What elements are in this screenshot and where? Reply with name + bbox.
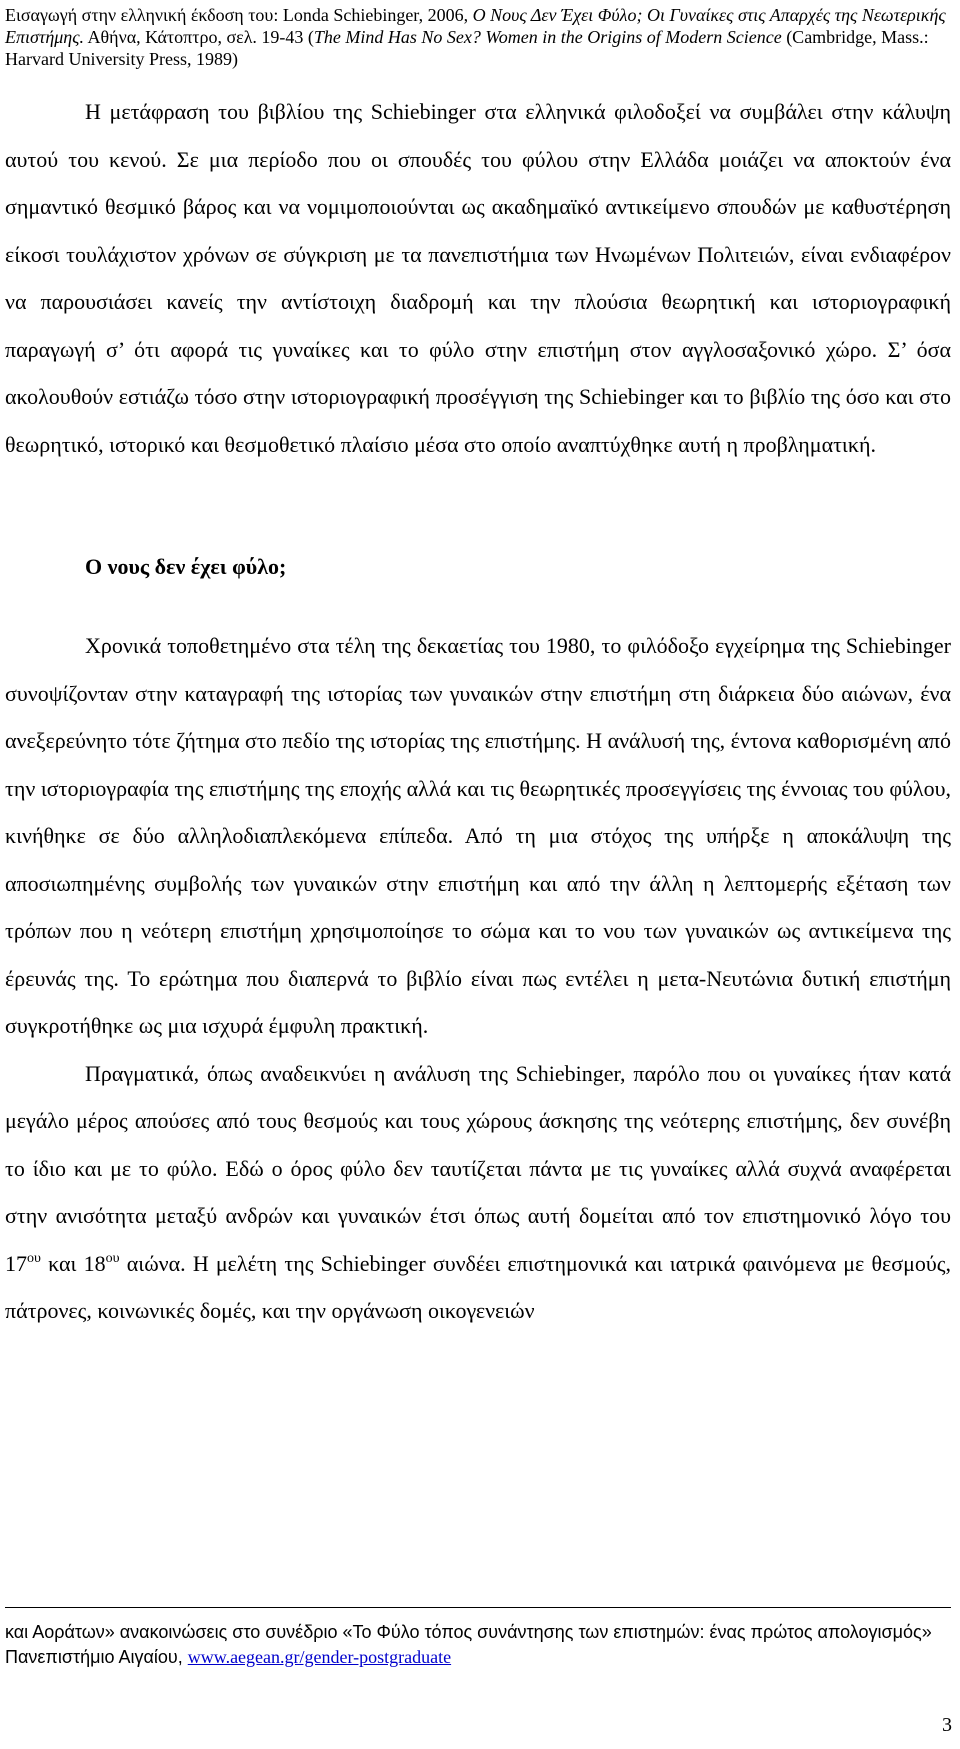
footnote [5, 1620, 951, 1670]
citation-part-5: (Cambridge, Mass.: Harvard University Press, 1989) [5, 27, 929, 69]
footnote-link[interactable]: www.aegean.gr/gender-postgraduate [187, 1647, 452, 1667]
paragraph-3-part-c: αιώνα. Η μελέτη της Schiebinger συνδέει επιστημονικά και ιατρικά φαινόμενα με θεσμούς, πάτρονες, κοινωνικές δομές, και την οργάνωση οικογενειών [5, 1250, 952, 1323]
paragraph-3-part-b: και 18 [40, 1250, 106, 1276]
paragraph-2: Χρονικά τοποθετημένο στα τέλη της δεκαετίας του 1980, το φιλόδοξο εγχείρημα της Schiebinger συνοψίζονταν στην καταγραφή της ιστορίας των γυναικών στην επιστήμη στη διάρκεια δύο αιώνων, ένα ανεξερεύνητο τότε ζήτημα στο πεδίο της ιστορίας της επιστήμης. Η ανάλυσή της, έντονα καθορισμένη από την ιστοριογραφία της επιστήμης της εποχής αλλά και τις θεωρητικές προσεγγίσεις της έννοιας του φύλου, κινήθηκε σε δύο αλληλοδιαπλεκόμενα επίπεδα. Από τη μια στόχος της υπήρξε η αποκάλυψη της αποσιωπημένης συμβολής των γυναικών στην επιστήμη και από την άλλη η λεπτομερής εξέταση των τρόπων που η νεότερη επιστήμη χρησιμοποίησε το σώμα και το νου των γυναικών ως αντικείμενα της έρευνάς της. Το ερώτημα που διαπερνά το βιβλίο είναι πως εντέλει η μετα-Νευτώνια δυτική επιστήμη συγκροτήθηκε ως μια ισχυρά έμφυλη πρακτική. [5, 633, 951, 1038]
paragraph-1: Η μετάφραση του βιβλίου της Schiebinger στα ελληνικά φιλοδοξεί να συμβάλει στην κάλυψη αυτού του κενού. Σε μια περίοδο που οι σπουδές του φύλου στην Ελλάδα μοιάζει να αποκτούν ένα σημαντικό θεσμικό βάρος και να νομιμοποιούνται ως ακαδημαϊκό αντικείμενο σπουδών με καθυστέρηση είκοσι τουλάχιστον χρόνων σε σύγκριση με τα πανεπιστήμια των Ηνωμένων Πολιτειών, είναι ενδιαφέρον να παρουσιάσει κανείς την αντίστοιχη διαδρομή και την πλούσια θεωρητική και ιστοριογραφική παραγωγή σ’ ότι αφορά τις γυναίκες και το φύλο στην επιστήμη στον αγγλοσαξονικό χώρο. Σ’ όσα ακολουθούν εστιάζω τόσο στην ιστοριογραφική προσέγγιση της Schiebinger και το βιβλίο της όσο και στο θεωρητικό, ιστορικό και θεσμοθετικό πλαίσιο μέσα στο οποίο αναπτύχθηκε αυτή η προβληματική. [5, 99, 951, 457]
paragraph-3 [5, 1050, 951, 1335]
section-heading: Ο νους δεν έχει φύλο; [85, 554, 287, 579]
body-text [5, 88, 951, 1335]
citation-part-3: Αθήνα, Κάτοπτρο, σελ. 19-43 ( [84, 27, 314, 47]
page-number: 3 [942, 1714, 952, 1736]
citation-part-1: Εισαγωγή στην ελληνική έκδοση του: Londa Schiebinger, 2006, [5, 5, 473, 25]
paragraph-3-part-a: Πραγματικά, όπως αναδεικνύει η ανάλυση της Schiebinger, παρόλο που οι γυναίκες ήταν κατά μεγάλο μέρος απούσες από τους θεσμούς και τους χώρους άσκησης της νεότερης επιστήμης, δεν συνέβη το ίδιο και με το φύλο. Εδώ ο όρος φύλο δεν ταυτίζεται πάντα με τις γυναίκες αλλά συχνά αναφέρεται στην ανισότητα μεταξύ ανδρών και γυναικών έτσι όπως αυτή δομείται από τον επιστημονικό λόγο του 17 [5, 1060, 951, 1276]
superscript-ordinal-1: ου [27, 1250, 41, 1266]
superscript-ordinal-2: ου [105, 1250, 120, 1266]
footnote-divider [5, 1607, 951, 1608]
citation-header [5, 4, 955, 70]
footnote-text: και Αοράτων» ανακοινώσεις στο συνέδριο «Το Φύλο τόπος συνάντησης των επιστημών: ένας πρώτος απολογισμός» Πανεπιστήμιο Αιγαίου, [5, 1622, 932, 1667]
citation-greek-title: Ο Νους Δεν Έχει Φύλο; Οι Γυναίκες στις Απαρχές της Νεωτερικής Επιστήμης. [5, 5, 946, 47]
citation-english-title: The Mind Has No Sex? Women in the Origins of Modern Science [313, 27, 782, 47]
